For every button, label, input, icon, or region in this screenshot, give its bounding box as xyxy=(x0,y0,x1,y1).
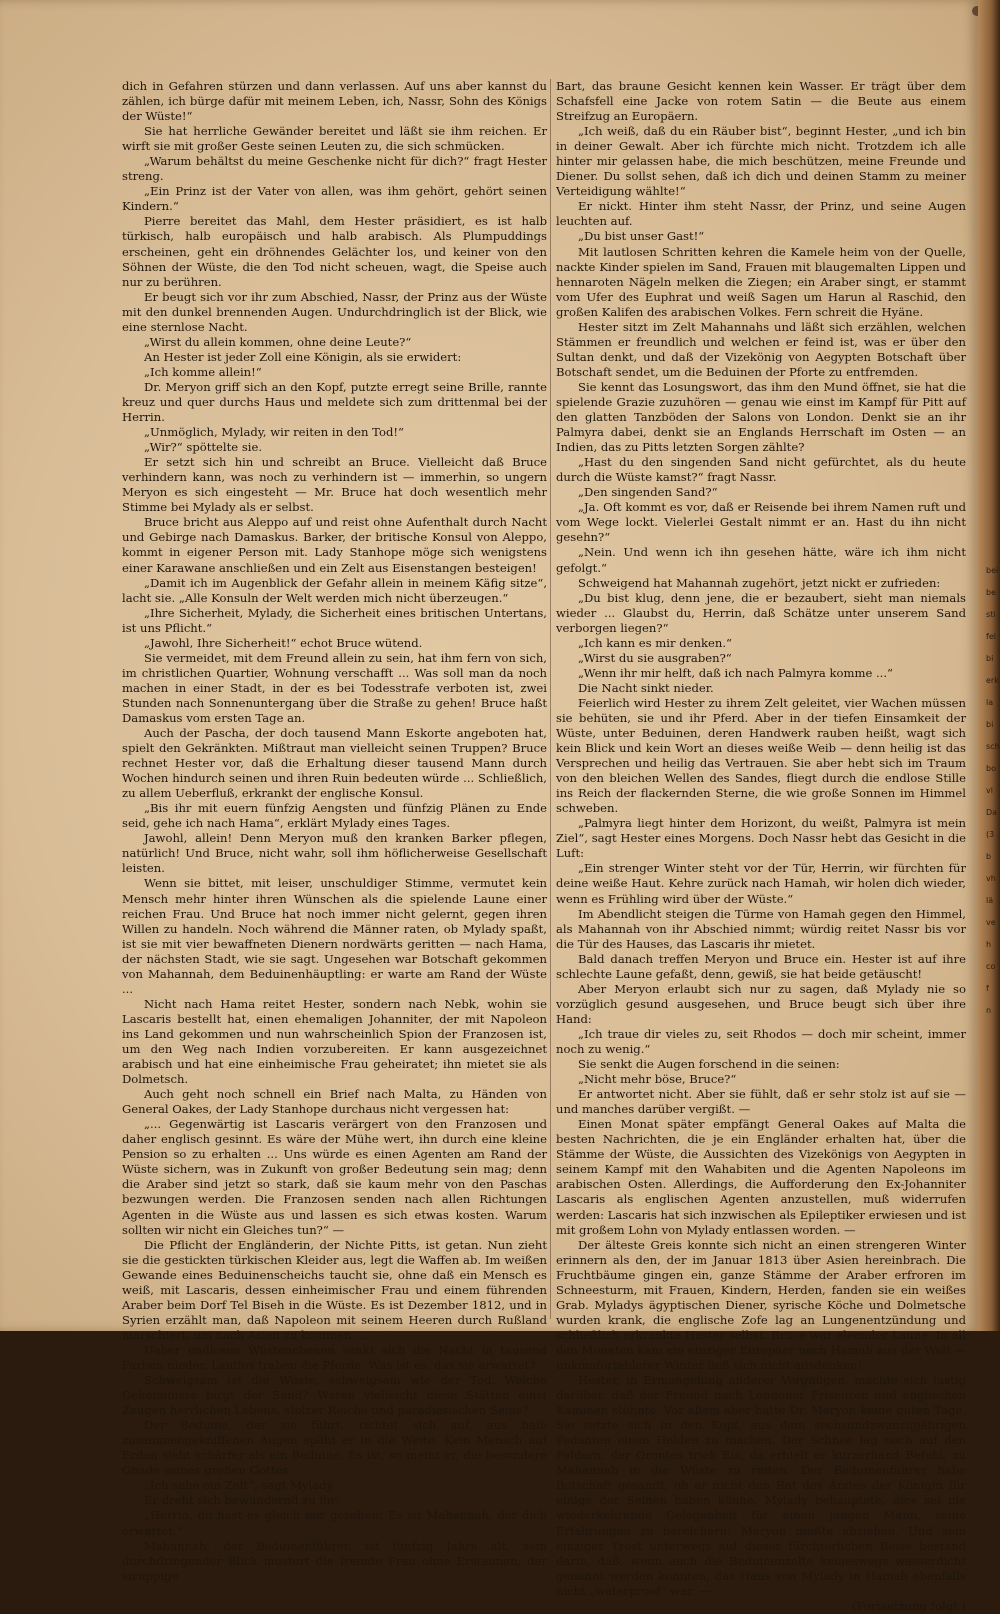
paragraph: „Ein strenger Winter steht vor der Tür, Herrin, wir fürchten für deine weiße Haut. Kehre zurück nach Hamah, wir holen dich wieder, wenn es Frühling wird über der Wüste.“ xyxy=(556,861,966,906)
paragraph: „Ich sehe ein Zelt“, sagt Mylady. xyxy=(144,1478,336,1493)
paragraph: „Damit ich im Augenblick der Gefahr allein in meinem Käfig sitze“, lacht sie. „Alle Konsuln der Welt werden mich nicht überzeugen.“ xyxy=(122,575,547,605)
paragraph: An Hester ist jeder Zoll eine Königin, als sie erwidert: xyxy=(144,349,462,364)
paragraph: Einen Monat später empfängt General Oakes auf Malta die besten Nachrichten, die je ein Engländer erhalten hat, über die Stämme der Wüste, die Aussichten des Vizekönigs von Aegypten in seinem Kampf mit den Wahabiten und die Agenten Napoleons im arabischen Osten. Allerdings, die Aufforderung den Ex-Johanniter Lascaris als englischen Agenten anzustellen, muß widerrufen werden: Lascaris hat sich inzwischen als Epileptiker erwiesen und ist mit großem Lohn von Mylady entlassen worden. — xyxy=(556,1117,966,1237)
paragraph: dich in Gefahren stürzen und dann verlassen. Auf uns aber kannst du zählen, ich bürge dafür mit meinem Leben, ich, Nassr, Sohn des Königs der Wüste!“ xyxy=(122,79,547,124)
paragraph: „Ich komme allein!“ xyxy=(144,364,262,379)
paragraph: Auch geht noch schnell ein Brief nach Malta, zu Händen von General Oakes, der Lady Stanhope durchaus nicht vergessen hat: xyxy=(122,1087,547,1117)
paragraph: „Ich traue dir vieles zu, seit Rhodos — doch mir scheint, immer noch zu wenig.“ xyxy=(556,1026,966,1056)
paragraph: Sie vermeidet, mit dem Freund allein zu sein, hat ihm fern von sich, im christlichen Quartier, Wohnung verschafft ... Was soll man da noch machen in einer Stadt, in der es bei Todesstrafe verboten ist, zwei Stunden nach Sonnenuntergang über die Straße zu gehen! Bruce haßt Damaskus vom ersten Tage an. xyxy=(122,650,547,725)
paragraph: Sie kennt das Losungswort, das ihm den Mund öffnet, sie hat die spielende Grazie zuzuhören — genau wie einst im Kampf für Pitt auf den glatten Tanzböden der Salons von London. Denkt sie an ihr Palmyra dabei, denkt sie an Englands Herrschaft im Osten — an Indien, das zu Pitts letzten Sorgen zählte? xyxy=(556,379,966,455)
paragraph: „... Gegenwärtig ist Lascaris verärgert von den Franzosen und daher englisch gesinnt. Es wäre der Mühe wert, ihn durch eine kleine Pension so zu erhalten ... Uns würde es einen Agenten am Rand der Wüste sichern, was in Zukunft von großer Bedeutung sein mag; denn die Araber sind jetzt so stark, daß sie kaum mehr von den Paschas bezwungen werden. Die Franzosen senden nach allen Richtungen Agenten in die Wüste aus und lassen es sich etwas kosten. Warum sollten wir nicht ein Gleiches tun?“ — xyxy=(122,1117,547,1237)
paragraph: Bart, das braune Gesicht kennen kein Wasser. Er trägt über dem Schafsfell eine Jacke von rotem Satin — die Beute aus einem Streifzug an Europäern. xyxy=(556,79,966,124)
paragraph: „Ja. Oft kommt es vor, daß er Reisende bei ihrem Namen ruft und vom Wege lockt. Vielerlei Gestalt nimmt er an. Hast du ihn nicht gesehn?“ xyxy=(556,500,966,545)
paragraph: „Den singenden Sand?“ xyxy=(578,485,718,500)
paragraph: „Wir?“ spöttelte sie. xyxy=(144,440,263,455)
paragraph: Auch der Pascha, der doch tausend Mann Eskorte angeboten hat, spielt den Gekränkten. Mißtraut man vielleicht seinen Truppen? Bruce rechnet Hester vor, daß die Erhaltung dieser tausend Mann durch Wochen hindurch seinen und ihren Ruin bedeuten würde ... Schließlich, zu allem Ueberfluß, erkrankt der englische Konsul. xyxy=(122,726,547,801)
paragraph: Bruce bricht aus Aleppo auf und reist ohne Aufenthalt durch Nacht und Gebirge nach Damaskus. Barker, der britische Konsul von Aleppo, kommt in eigener Person mit. Lady Stanhope möge sich wenigstens einer Karawane anschließen und ein Zelt aus Eisenstangen besteigen! xyxy=(122,515,547,575)
paragraph: Nicht nach Hama reitet Hester, sondern nach Nebk, wohin sie Lascaris bestellt hat, einen ehemaligen Johanniter, der mit Napoleon ins Land gekommen und nun wahrscheinlich Spion der Franzosen ist, um den Weg nach Indien vorzubereiten. Er kann ausgezeichnet arabisch und hat eine einheimische Frau geheiratet; ihn mietet sie als Dolmetsch. xyxy=(122,996,547,1087)
paragraph: Mahannah, der Beduinenführer, ist fünfzig Jahre alt, sein durchdringender Blick mustert die fremde Frau ohne Erstaunen, der struppige xyxy=(122,1538,547,1583)
right-column xyxy=(556,79,966,1613)
paragraph: (Fortsetzung folgt.) xyxy=(851,1598,966,1613)
paragraph: „Nein. Und wenn ich ihn gesehen hätte, wäre ich ihm nicht gefolgt.“ xyxy=(556,545,966,575)
paragraph: Die Pflicht der Engländerin, der Nichte Pitts, ist getan. Nun zieht sie die gestickten türkischen Kleider aus, legt die Waffen ab. Im weißen Gewande eines Beduinenscheichs taucht sie, ohne daß ein Mensch es weiß, mit Lascaris, dessen einheimischer Frau und einem führenden Araber beim Dorf Tel Biseh in die Wüste. Es ist Dezember 1812, und in Syrien erzählt man, daß Napoleon mit seinem Heeren durch Rußland marschiert, um nach Asien zu kommen ... xyxy=(122,1237,547,1342)
paragraph: Hester, in Ermangelung anderer Vergnügen, machte sich lustig darüber, daß der Freund nach Londoner Friseuren und englischen Kaminen stöhnte. Vor allem aber hatte Dr. Meryon keine guten Tage. Sie setzte sich in den Kopf, aus dem sechsundzwanzigjährigen Pedanten einen Helden zu machen. Der Schnee lag noch auf den Feldern, der Orontes trieb Eis, da erhielt er kurzerhand Befehl, zu Mahannah in die Wüste zu reiten. Der Beduinenführer habe Botschaft gesandt, ob er nicht den Rat des Arztes der Königin für einige der Seinen haben könne. Mylady behauptete, dies sei nie wiederkehrende Gelegenheit für einen jungen Mann, seine Erfahrungen zu bereichern! Meryon mußte abziehen. Und sein einziger Trost unterwegs auf dieser fürchterlichen Reise bestand darin, daß, wenn auch die Beduinenzelte keineswegs wasserdicht genannt werden konnten, das Haus von Mylady in Hamah ebenfalls nicht „waterproof“ war. — xyxy=(556,1373,966,1598)
paragraph: Bald danach treffen Meryon und Bruce ein. Hester ist auf ihre schlechte Laune gefaßt, denn, gewiß, sie hat beide getäuscht! xyxy=(556,951,966,981)
paragraph: Im Abendlicht steigen die Türme von Hamah gegen den Himmel, als Mahannah von ihr Abschied nimmt; würdig reitet Nassr bis vor die Tür des Hauses, das Lascaris ihr mietet. xyxy=(556,906,966,951)
paragraph: Aber Meryon erlaubt sich nur zu sagen, daß Mylady nie so vorzüglich gesund ausgesehen, und Bruce beugt sich über ihre Hand: xyxy=(556,981,966,1026)
paragraph: „Wenn ihr mir helft, daß ich nach Palmyra komme ...“ xyxy=(578,665,893,680)
paragraph: „Unmöglich, Mylady, wir reiten in den Tod!“ xyxy=(144,425,404,440)
paragraph: „Wirst du allein kommen, ohne deine Leute?“ xyxy=(144,334,412,349)
paragraph: Ueber endlosen Wüstenebenen senkt sich die Nacht in tausend Farben nieder. Lautlos traben die Pferde. Was ist es, das sie erwartet? xyxy=(122,1342,547,1372)
paragraph: „Wirst du sie ausgraben?“ xyxy=(578,650,732,665)
paragraph: Feierlich wird Hester zu ihrem Zelt geleitet, vier Wachen müssen sie behüten, sie und ihr Pferd. Aber in der tiefen Einsamkeit der Wüste, unter Beduinen, deren Handwerk rauben heißt, wagt sich kein Blick und kein Wort an dieses weiße Weib — denn heilig ist das Versprechen und heilig das Vertrauen. Sie aber hebt sich im Traum von den bleichen Wellen des Sandes, fliegt durch die endlose Stille ins Reich der flackernden Sterne, die wie große Sonnen im Himmel schweben. xyxy=(556,695,966,816)
paragraph: Er setzt sich hin und schreibt an Bruce. Vielleicht daß Bruce verhindern kann, was noch zu verhindern ist — immerhin, so ungern Meryon es sich eingesteht — Mr. Bruce hat doch wesentlich mehr Stimme bei Mylady als er selbst. xyxy=(122,455,547,515)
paragraph: Er beugt sich vor ihr zum Abschied, Nassr, der Prinz aus der Wüste mit den dunkel brennenden Augen. Undurchdringlich ist der Blick, wie eine sternlose Nacht. xyxy=(122,289,547,334)
paragraph: „Du bist unser Gast!“ xyxy=(578,229,705,244)
paragraph: Sie senkt die Augen forschend in die seinen: xyxy=(578,1057,840,1072)
paragraph: „Jawohl, Ihre Sicherheit!“ echot Bruce wütend. xyxy=(144,635,423,650)
paragraph: Jawohl, allein! Denn Meryon muß den kranken Barker pflegen, natürlich! Und Bruce, nicht wahr, soll ihm höflicherweise Gesellschaft leisten. xyxy=(122,831,547,876)
paragraph: „Ihre Sicherheit, Mylady, die Sicherheit eines britischen Untertans, ist uns Pflicht.“ xyxy=(122,605,547,635)
paragraph: Pierre bereitet das Mahl, dem Hester präsidiert, es ist halb türkisch, halb europäisch und halb arabisch. Als Plumpuddings erscheinen, geht ein dröhnendes Gelächter los, und keiner von den Söhnen der Wüste, die den Tod nicht scheuen, wagt, die Speise auch nur zu berühren. xyxy=(122,214,547,289)
column-divider xyxy=(550,79,551,1319)
paragraph: Sie hat herrliche Gewänder bereitet und läßt sie ihm reichen. Er wirft sie mit großer Geste seinen Leuten zu, die sich schmücken. xyxy=(122,124,547,154)
adjacent-page-fragments: bei be sti fel bi erk la bi sch bo vl Da (3 b vh lä ve h co f n xyxy=(986,566,1000,1015)
paragraph: „Ich kann es mir denken.“ xyxy=(578,635,732,650)
paragraph: Schweigsam ist die Wüste, schweigsam wie der Tod. Welche Geheimnisse birgt der Sand? Waren vielleicht diese Stätten einst Zeugen herrlichen Lebens, stolzer Reiche und paradiesischen Seins? xyxy=(122,1373,547,1418)
paragraph: „Du bist klug, denn jene, die er bezaubert, sieht man niemals wieder ... Glaubst du, Herrin, daß Schätze unter unserem Sand verborgen liegen?“ xyxy=(556,590,966,635)
paragraph: Er dreht sich bewundernd zu ihr: xyxy=(144,1493,341,1508)
paragraph: Dr. Meryon griff sich an den Kopf, putzte erregt seine Brille, rannte kreuz und quer durchs Haus und meldete sich zum drittenmal bei der Herrin. xyxy=(122,379,547,425)
paragraph: Er antwortet nicht. Aber sie fühlt, daß er sehr stolz ist auf sie — und manches darüber vergißt. — xyxy=(556,1087,966,1117)
paragraph: „Palmyra liegt hinter dem Horizont, du weißt, Palmyra ist mein Ziel“, sagt Hester eines Morgens. Doch Nassr hebt das Gesicht in die Luft: xyxy=(556,816,966,861)
paragraph: „Ein Prinz ist der Vater von allen, was ihm gehört, gehört seinen Kindern.“ xyxy=(122,184,547,214)
paragraph: „Warum behältst du meine Geschenke nicht für dich?“ fragt Hester streng. xyxy=(122,154,547,184)
paragraph: Mit lautlosen Schritten kehren die Kamele heim von der Quelle, nackte Kinder spielen im Sand, Frauen mit blaugemalten Lippen und hennaroten Nägeln melken die Ziegen; ein Araber singt, er stammt vom Ufer des Euphrat und weiß Sagen um Harun al Raschid, den großen Kalifen des arabischen Volkes. Fern schreit die Hyäne. xyxy=(556,244,966,319)
paragraph: Wenn sie bittet, mit leiser, unschuldiger Stimme, vermutet kein Mensch mehr hinter ihren Wünschen als die spielende Laune einer reichen Frau. Und Bruce hat noch immer nicht gelernt, gegen ihren Willen zu handeln. Noch während die Männer raten, ob Mylady spaßt, ist sie mit vier bewaffneten Dienern nordwärts geritten — nach Hama, der nächsten Stadt, wie sie sagt. Ungesehen war Botschaft gekommen von Mahannah, dem Beduinenhäuptling: er warte am Rand der Wüste ... xyxy=(122,876,547,996)
paragraph: Die Nacht sinkt nieder. xyxy=(578,680,714,695)
paragraph: „Ich weiß, daß du ein Räuber bist“, beginnt Hester, „und ich bin in deiner Gewalt. Aber ich fürchte mich nicht. Trotzdem ich alle hinter mir gelassen habe, die mich beschützen, meine Freunde und Diener. Du sollst sehen, daß ich dich und deinen Stamm zu meiner Verteidigung wählte!“ xyxy=(556,124,966,199)
paragraph: „Herrin, du hast es gleich mir gesehen! Es ist Mahannah, der dich erwartet.“ xyxy=(122,1508,547,1538)
paragraph: Der Beduine, der sie führt, richtet sich auf, aus halb zusammengekniffenen Augen späht er in die Weite. Kein Mensch auf Erden sieht schärfer als ein Beduine. Es ist, so meint er, die besondere Gnade seines großen Gottes. xyxy=(122,1418,547,1478)
paragraph: „Bis ihr mit euern fünfzig Aengsten und fünfzig Plänen zu Ende seid, gehe ich nach Hama“, erklärt Mylady eines Tages. xyxy=(122,801,547,831)
paragraph: Der älteste Greis konnte sich nicht an einen strengeren Winter erinnern als den, der im Januar 1813 über Asien hereinbrach. Die Fruchtbäume gingen ein, ganze Stämme der Araber erfroren im Schneesturm, mit Frauen, Kindern, Herden, fanden sie ein weißes Grab. Myladys ägyptischen Diener, syrische Köche und Dolmetsche wurden krank, die englische Zofe lag an Lungenentzündung und schließlich erkrankte Hester selbst. Bruce war eleender Laune. In all den Monaten kam ein einziger Europäer nach Hamah aus der Welt — unkomfortablerer Winter ließ sich nicht ausdenken! xyxy=(556,1237,966,1372)
paragraph: Er nickt. Hinter ihm steht Nassr, der Prinz, und seine Augen leuchten auf. xyxy=(556,199,966,229)
paragraph: Schweigend hat Mahannah zugehört, jetzt nickt er zufrieden: xyxy=(578,575,941,590)
paragraph: „Nicht mehr böse, Bruce?“ xyxy=(578,1072,737,1087)
paragraph: „Hast du den singenden Sand nicht gefürchtet, als du heute durch die Wüste kamst?“ fragt Nassr. xyxy=(556,455,966,485)
left-column xyxy=(122,79,547,1583)
paragraph: Hester sitzt im Zelt Mahannahs und läßt sich erzählen, welchen Stämmen er freundlich und welchen er feind ist, was er über den Sultan denkt, und daß der Vizekönig von Aegypten Botschaft über Botschaft sendet, um die Beduinen der Pforte zu entfremden. xyxy=(556,319,966,379)
